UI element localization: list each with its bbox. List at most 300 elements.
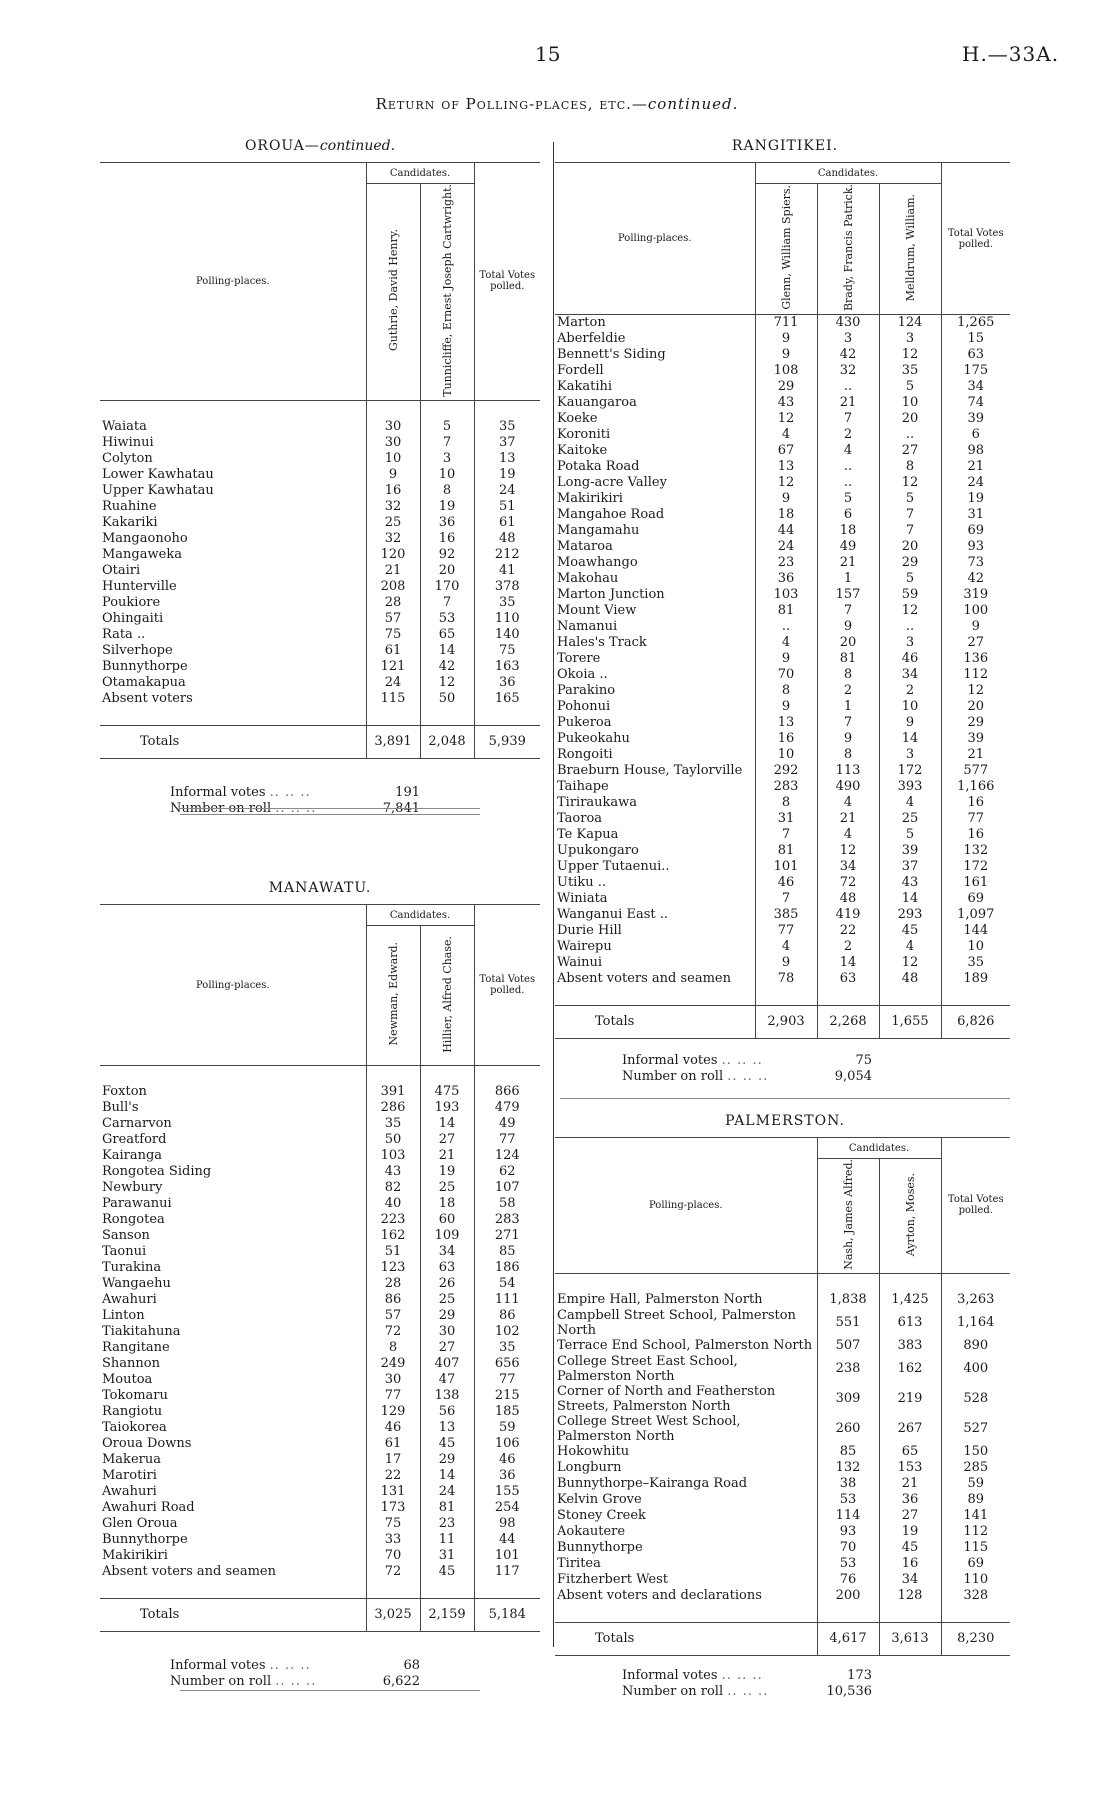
polling-place: Pukeroa [557,715,612,731]
vote-count: 19 [420,499,474,515]
vote-count: 3 [817,331,879,347]
total-count: 6,826 [941,1006,1010,1039]
vote-count: 53 [817,1492,879,1508]
column-divider [553,142,554,1647]
candidate-name: Hillier, Alfred Chase. [440,935,454,1053]
vote-count: 2 [879,683,941,699]
table-row [555,1338,1010,1354]
vote-count: 4 [755,939,817,955]
polling-place: Taihape [557,779,609,795]
vote-count: 112 [941,667,1010,683]
polling-place: Okoia .. [557,667,608,683]
polling-place: Te Kapua [557,827,619,843]
number-on-roll: 9,054 [834,1069,872,1084]
table-row [100,435,540,451]
table-row [555,779,1010,795]
polling-place: Bunnythorpe [102,658,188,674]
table-row [100,1564,540,1580]
table-row [100,1356,540,1372]
polling-place: Otamakapua [102,674,186,690]
vote-count: 31 [755,811,817,827]
vote-count: 12 [420,675,474,691]
section-rule [560,1098,1010,1099]
vote-count: 29 [420,1308,474,1324]
vote-count: 21 [879,1476,941,1492]
table-row [555,523,1010,539]
table-row [100,1164,540,1180]
vote-count: 4 [817,443,879,459]
vote-count: 14 [420,1116,474,1132]
totals-label: Totals [555,1006,755,1039]
candidate-name: Glenn, William Spiers. [779,185,793,310]
vote-count: 81 [755,843,817,859]
informal-votes: 68 [403,1658,420,1673]
vote-count: 59 [879,587,941,603]
vote-count: 186 [474,1260,540,1276]
table-row [555,379,1010,395]
polling-places-header: Polling-places. [555,1138,817,1274]
vote-count: 150 [941,1444,1010,1460]
vote-count: 162 [366,1228,420,1244]
vote-count: 86 [366,1292,420,1308]
vote-count: 3 [879,747,941,763]
vote-count: 35 [474,419,540,435]
table-row [555,1556,1010,1572]
vote-count: 9 [817,731,879,747]
table-row [555,507,1010,523]
polling-place: Turakina [102,1260,162,1275]
vote-count: 283 [474,1212,540,1228]
vote-count: 163 [474,659,540,675]
table-row [555,315,1010,332]
polling-place: Parawanui [102,1196,172,1211]
vote-count: 51 [474,499,540,515]
vote-count: .. [817,379,879,395]
vote-count: 107 [474,1180,540,1196]
table-row [555,555,1010,571]
table-row [100,1308,540,1324]
vote-count: 3 [420,451,474,467]
table-row [555,699,1010,715]
vote-count: 1 [817,571,879,587]
vote-count: 238 [817,1354,879,1384]
vote-count: 109 [420,1228,474,1244]
polling-place: Kauangaroa [557,395,637,411]
table-row [555,1292,1010,1308]
table-row [100,1260,540,1276]
informal-votes: 191 [395,785,420,800]
polling-place: Absent voters and declarations [557,1587,762,1603]
vote-count: 45 [879,923,941,939]
table-row [555,1508,1010,1524]
vote-count: 141 [941,1508,1010,1524]
vote-count: 3,263 [941,1292,1010,1308]
vote-count: 7 [755,891,817,907]
vote-count: 36 [420,515,474,531]
polling-place: Absent voters [102,690,193,706]
table-row [555,795,1010,811]
vote-count: 75 [366,627,420,643]
polling-place: Awahuri [102,1292,157,1307]
vote-count: 16 [755,731,817,747]
vote-count: 267 [879,1414,941,1444]
vote-count: 5 [420,419,474,435]
vote-count: 29 [879,555,941,571]
vote-count: 39 [941,731,1010,747]
section-rule [180,1690,480,1691]
table-row [555,363,1010,379]
polling-place: Absent voters and seamen [557,971,731,987]
vote-count: 22 [366,1468,420,1484]
table-row [555,683,1010,699]
vote-count: 21 [366,563,420,579]
vote-count: 50 [366,1132,420,1148]
vote-count: 32 [817,363,879,379]
vote-count: 7 [817,411,879,427]
vote-count: 24 [420,1484,474,1500]
table-row [100,515,540,531]
total-count: 5,184 [474,1599,540,1632]
polling-place: Rongotea [102,1212,165,1227]
vote-count: 12 [941,683,1010,699]
vote-count: 475 [420,1084,474,1100]
polling-place: Poukiore [102,594,161,610]
vote-count: 70 [366,1548,420,1564]
vote-count: 129 [366,1404,420,1420]
polling-place: Koroniti [557,427,611,443]
vote-count: 92 [420,547,474,563]
vote-count: 31 [941,507,1010,523]
total-count: 2,268 [817,1006,879,1039]
total-votes-header: Total Votes polled. [474,905,540,1066]
table-row [100,1324,540,1340]
polling-place: Pohonui [557,699,611,715]
table-row [100,483,540,499]
polling-place: Aberfeldie [557,331,626,347]
vote-count: 8 [817,667,879,683]
vote-count: 69 [941,1556,1010,1572]
vote-count: 16 [879,1556,941,1572]
polling-place: Fitzherbert West [557,1571,669,1587]
vote-count: .. [879,619,941,635]
vote-count: 9 [755,331,817,347]
oroua-title: OROUA—continued. [244,138,396,154]
vote-count: 69 [941,891,1010,907]
vote-count: 4 [879,939,941,955]
vote-count: 193 [420,1100,474,1116]
rangitikei-title: RANGITIKEI. [731,138,839,154]
table-row [555,747,1010,763]
polling-place: Taoroa [557,811,603,827]
return-title: Return of Polling-places, etc.—continued. [375,95,739,113]
vote-count: 172 [879,763,941,779]
polling-place: College Street West School, Palmerston North [557,1413,741,1444]
totals-label: Totals [555,1622,817,1655]
vote-count: 8 [366,1340,420,1356]
table-row [100,675,540,691]
table-row [100,451,540,467]
vote-count: 46 [879,651,941,667]
table-row [100,1436,540,1452]
polling-place: Mataroa [557,539,613,555]
totals-row [100,1599,540,1632]
vote-count: 24 [366,675,420,691]
vote-count: 14 [879,731,941,747]
vote-count: 86 [474,1308,540,1324]
section-rule [180,808,480,809]
vote-count: 43 [755,395,817,411]
total-votes-header: Total Votes polled. [941,1138,1010,1274]
vote-count: 41 [474,563,540,579]
vote-count: 77 [474,1372,540,1388]
polling-places-header: Polling-places. [100,905,366,1066]
candidate-name: Guthrie, David Henry. [386,229,400,352]
vote-count: 31 [420,1548,474,1564]
vote-count: 10 [879,699,941,715]
vote-count: 108 [755,363,817,379]
table-row [100,1468,540,1484]
vote-count: 27 [941,635,1010,651]
vote-count: 15 [941,331,1010,347]
vote-count: 551 [817,1308,879,1338]
vote-count: 13 [755,459,817,475]
table-row [555,939,1010,955]
vote-count: 35 [474,595,540,611]
polling-place: Kelvin Grove [557,1491,642,1507]
vote-count: 93 [817,1524,879,1540]
polling-place: Colyton [102,450,153,466]
table-row [555,347,1010,363]
vote-count: 44 [474,1532,540,1548]
vote-count: 58 [474,1196,540,1212]
vote-count: 13 [474,451,540,467]
vote-count: 14 [817,955,879,971]
table-row [100,1116,540,1132]
vote-count: 37 [474,435,540,451]
candidate-name: Melldrum, William. [903,193,917,302]
vote-count: 48 [817,891,879,907]
polling-place: Empire Hall, Palmerston North [557,1291,763,1307]
vote-count: 63 [420,1260,474,1276]
polling-place: Awahuri [102,1484,157,1499]
polling-place: Newbury [102,1180,163,1195]
table-row [555,715,1010,731]
table-row [555,875,1010,891]
vote-count: 8 [817,747,879,763]
vote-count: 140 [474,627,540,643]
polling-place: Potaka Road [557,459,640,475]
vote-count: 10 [420,467,474,483]
vote-count: 76 [817,1572,879,1588]
table-row [555,1354,1010,1384]
vote-count: 1,838 [817,1292,879,1308]
vote-count: 110 [941,1572,1010,1588]
table-row [555,571,1010,587]
vote-count: 385 [755,907,817,923]
candidates-header: Candidates. [366,905,474,926]
vote-count: 24 [474,483,540,499]
vote-count: 5 [879,571,941,587]
vote-count: 98 [474,1516,540,1532]
vote-count: 11 [420,1532,474,1548]
vote-count: 21 [817,395,879,411]
total-count: 2,159 [420,1599,474,1632]
polling-place: Winiata [557,891,608,907]
vote-count: 62 [474,1164,540,1180]
table-row [100,467,540,483]
vote-count: 34 [817,859,879,875]
polling-place: Torere [557,651,601,667]
vote-count: 10 [366,451,420,467]
polling-place: Tiakitahuna [102,1324,181,1339]
polling-place: Pukeokahu [557,731,630,747]
vote-count: 115 [366,691,420,707]
vote-count: 38 [817,1476,879,1492]
table-row [100,579,540,595]
informal-label: Informal votes [622,1053,718,1068]
table-row [555,811,1010,827]
vote-count: 9 [755,955,817,971]
polling-place: Ohingaiti [102,610,164,626]
table-row [555,891,1010,907]
table-row [100,1500,540,1516]
vote-count: 7 [817,715,879,731]
polling-place: Wanganui East .. [557,907,668,923]
polling-place: Moawhango [557,555,638,571]
table-row [555,1384,1010,1414]
vote-count: 5 [817,491,879,507]
polling-place: Makohau [557,571,619,587]
vote-count: 26 [420,1276,474,1292]
vote-count: 16 [366,483,420,499]
table-row [100,691,540,707]
vote-count: 113 [817,763,879,779]
table-row [100,1484,540,1500]
vote-count: .. [817,475,879,491]
vote-count: 23 [420,1516,474,1532]
vote-count: 61 [366,1436,420,1452]
vote-count: 1,265 [941,315,1010,332]
polling-place: Kakatihi [557,379,613,395]
table-row [555,971,1010,987]
total-count: 8,230 [941,1622,1010,1655]
vote-count: 70 [755,667,817,683]
table-row [555,907,1010,923]
section-rule [180,814,480,815]
vote-count: 128 [879,1588,941,1604]
number-on-roll: 6,622 [382,1674,420,1689]
vote-count: 75 [366,1516,420,1532]
vote-count: 407 [420,1356,474,1372]
vote-count: 74 [941,395,1010,411]
total-count: 1,655 [879,1006,941,1039]
vote-count: 30 [366,419,420,435]
vote-count: 1,164 [941,1308,1010,1338]
vote-count: 36 [474,675,540,691]
vote-count: 72 [817,875,879,891]
vote-count: 81 [817,651,879,667]
vote-count: 33 [366,1532,420,1548]
table-row [100,611,540,627]
vote-count: 81 [755,603,817,619]
total-count: 2,903 [755,1006,817,1039]
vote-count: 866 [474,1084,540,1100]
vote-count: .. [817,459,879,475]
page-number: 15 [535,42,561,66]
polling-place: Mangaonoho [102,530,188,546]
vote-count: 42 [420,659,474,675]
vote-count: 45 [420,1436,474,1452]
vote-count: 54 [474,1276,540,1292]
vote-count: 63 [817,971,879,987]
table-row [555,539,1010,555]
polling-place: Hales's Track [557,635,647,651]
palmerston-title: PALMERSTON. [725,1113,845,1129]
vote-count: 29 [755,379,817,395]
polling-place: Fordell [557,363,604,379]
vote-count: 44 [755,523,817,539]
vote-count: 39 [941,411,1010,427]
vote-count: 215 [474,1388,540,1404]
vote-count: 21 [817,811,879,827]
polling-place: Longburn [557,1459,622,1475]
polling-place: Taiokorea [102,1420,167,1435]
vote-count: 46 [366,1420,420,1436]
polling-place: Rongotea Siding [102,1164,212,1179]
vote-count: 157 [817,587,879,603]
vote-count: 20 [817,635,879,651]
vote-count: 223 [366,1212,420,1228]
vote-count: 75 [474,643,540,659]
vote-count: 25 [420,1292,474,1308]
vote-count: 45 [420,1564,474,1580]
vote-count: 8 [420,483,474,499]
vote-count: 528 [941,1384,1010,1414]
total-votes-header: Total Votes polled. [941,163,1010,315]
vote-count: 12 [817,843,879,859]
vote-count: 189 [941,971,1010,987]
vote-count: 48 [474,531,540,547]
vote-count: 21 [420,1148,474,1164]
vote-count: 65 [420,627,474,643]
polling-place: Mangahoe Road [557,507,665,523]
vote-count: 24 [941,475,1010,491]
table-row [555,859,1010,875]
polling-place: Upper Kawhatau [102,482,214,498]
vote-count: 7 [755,827,817,843]
palmerston-summary: Informal votes .. .. .. 173 Number on roll .. .. .. 10,536 [622,1668,872,1699]
polling-place: Parakino [557,683,616,699]
vote-count: 7 [879,523,941,539]
vote-count: 162 [879,1354,941,1384]
polling-place: Silverhope [102,642,173,658]
vote-count: 115 [941,1540,1010,1556]
vote-count: 28 [366,1276,420,1292]
vote-count: 69 [941,523,1010,539]
vote-count: 9 [755,491,817,507]
vote-count: 21 [941,459,1010,475]
polling-place: Oroua Downs [102,1436,192,1451]
vote-count: 132 [817,1460,879,1476]
polling-place: Tokomaru [102,1388,168,1403]
vote-count: 212 [474,547,540,563]
vote-count: 20 [879,411,941,427]
table-row [100,1100,540,1116]
vote-count: 328 [941,1588,1010,1604]
vote-count: 9 [941,619,1010,635]
vote-count: 292 [755,763,817,779]
table-row [100,1276,540,1292]
